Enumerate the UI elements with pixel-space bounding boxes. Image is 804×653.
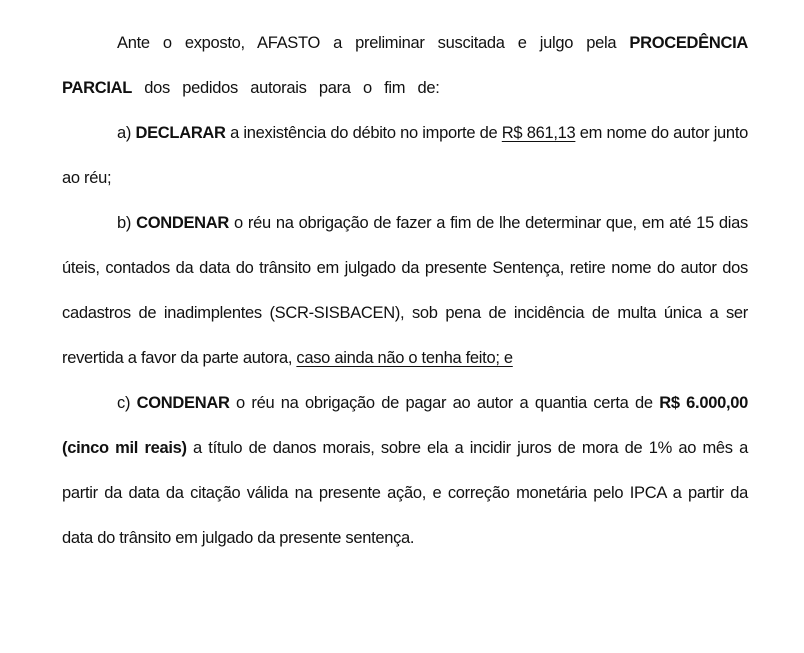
item-b-underlined-clause: caso ainda não o tenha feito; e bbox=[296, 349, 513, 367]
intro-afasto: AFASTO bbox=[257, 34, 321, 52]
item-b-verb: CONDENAR bbox=[136, 214, 230, 232]
item-a-text1: a inexistência do débito no importe de bbox=[225, 124, 502, 142]
item-a-amount: R$ 861,13 bbox=[501, 124, 576, 142]
item-c-text1: o réu na obrigação de pagar ao autor a quantia certa de bbox=[229, 394, 660, 412]
intro-text-post: dos pedidos autorais para o fim de: bbox=[132, 79, 440, 97]
item-c-amount: R$ 6.000,00 (cinco mil reais) bbox=[62, 394, 748, 457]
intro-text-mid: a preliminar suscitada e julgo pela bbox=[320, 34, 630, 52]
intro-text-pre: Ante o exposto, bbox=[117, 34, 258, 52]
item-a-label: a) bbox=[117, 124, 136, 142]
paragraph-intro bbox=[62, 21, 748, 111]
item-c-label: c) bbox=[117, 394, 137, 412]
item-a-text2: em nome do autor junto ao réu; bbox=[62, 124, 748, 187]
item-b-text1: o réu na obrigação de fazer a fim de lhe determinar que, em até 15 dias úteis, contados da data do trânsito em julgado da presente Sentença, retire nome do autor dos cadastros de inadimplentes (SCR-SISBACEN), sob pena de incidência de multa única a ser revertida a favor da parte autora, bbox=[62, 214, 749, 367]
intro-procedencia-parcial: PROCEDÊNCIA PARCIAL bbox=[62, 34, 749, 97]
paragraph-item-a bbox=[62, 111, 748, 201]
item-c-verb: CONDENAR bbox=[136, 394, 230, 412]
item-b-label: b) bbox=[117, 214, 137, 232]
paragraph-item-c bbox=[62, 381, 748, 561]
item-c-text2: a título de danos morais, sobre ela a incidir juros de mora de 1% ao mês a partir da data da citação válida na presente ação, e correção monetária pelo IPCA a partir da data do trânsito em julgado da presente sentença. bbox=[62, 439, 748, 547]
document-body bbox=[62, 21, 748, 561]
item-a-verb: DECLARAR bbox=[135, 124, 226, 142]
paragraph-item-b bbox=[62, 201, 748, 381]
